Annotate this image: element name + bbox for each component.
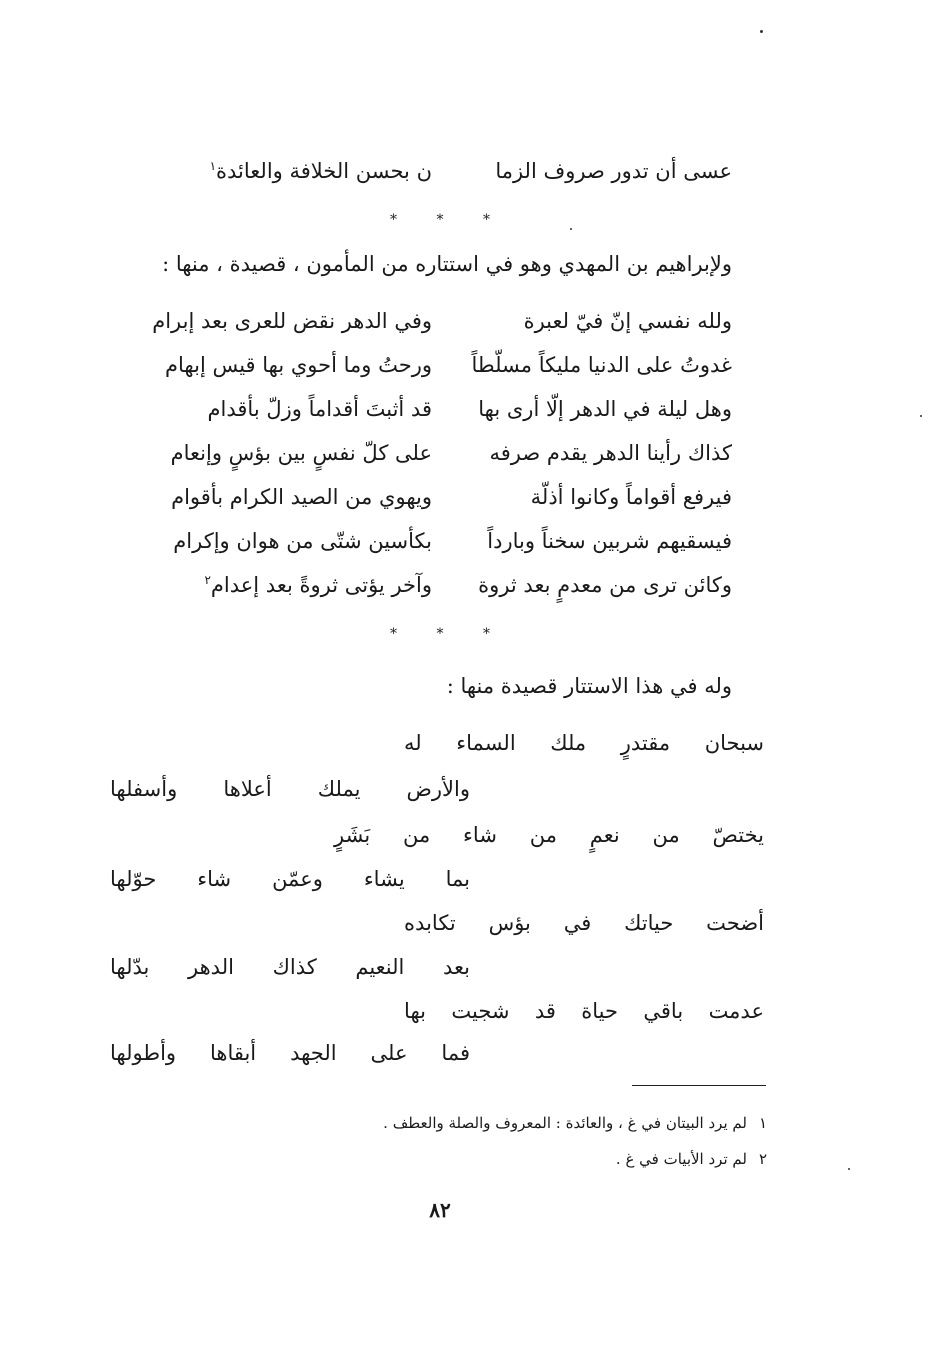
footnote-text: لم يرد البيتان في غ ، والعائدة : المعروف والصلة والعطف .: [383, 1114, 747, 1132]
poem1-line6-left: بكأسين شتّى من هوان وإكرام: [173, 529, 432, 553]
footnote-number: ١: [758, 1114, 767, 1132]
footnote-text: لم ترد الأبيات في غ .: [615, 1150, 747, 1168]
poem1-line2-left: ورحتُ وما أحوي بها قيس إبهام: [165, 353, 432, 377]
poem2-line4-right: عدمت باقي حياة قد شجيت بها: [404, 999, 764, 1023]
poem2-line4-left: فما على الجهد أبقاها وأطولها: [110, 1041, 470, 1065]
poem1-line3-right: وهل ليلة في الدهر إلّا أرى بها: [478, 397, 732, 421]
intro-paragraph-1: ولإبراهيم بن المهدي وهو في استتاره من المأمون ، قصيدة ، منها :: [162, 252, 732, 276]
page-number: ٨٢: [429, 1198, 451, 1222]
poem2-line1-left: والأرض يملك أعلاها وأسفلها: [110, 777, 470, 801]
poem2-line1-right: سبحان مقتدرٍ ملك السماء له: [404, 731, 764, 755]
section-separator: * * *: [390, 212, 490, 228]
poem1-line5-right: فيرفع أقواماً وكانوا أذلّة: [530, 485, 732, 509]
scan-speck: [848, 1168, 850, 1170]
poem1-line2-right: غدوتُ على الدنيا مليكاً مسلّطاً: [471, 353, 732, 377]
poem1-line5-left: ويهوي من الصيد الكرام بأقوام: [171, 485, 432, 509]
scan-speck: [570, 228, 572, 230]
poem1-line4-right: كذاك رأينا الدهر يقدم صرفه: [489, 441, 732, 465]
footnote-divider: [632, 1085, 766, 1086]
poem1-line3-left: قد أثبتَ أقداماً وزلّ بأقدام: [207, 397, 432, 421]
poem2-line3-right: أضحت حياتك في بؤس تكابده: [404, 911, 764, 935]
poem2-line2-left: بما يشاء وعمّن شاء حوّلها: [110, 867, 470, 891]
footnote-number: ٢: [758, 1150, 767, 1168]
poem1-line4-left: على كلّ نفسٍ بين بؤسٍ وإنعام: [170, 441, 432, 465]
footnote-ref-1: ١: [209, 159, 217, 173]
opening-verse-left: ن بحسن الخلافة والعائدة$^١$: [209, 159, 432, 183]
intro-paragraph-2: وله في هذا الاستتار قصيدة منها :: [446, 674, 732, 698]
scan-speck: [760, 30, 763, 33]
section-separator: * * *: [390, 626, 490, 642]
footnote-ref-2: ٢: [204, 573, 211, 587]
poem1-line7-left: وآخر يؤتى ثروةً بعد إعدام$^٢$: [204, 573, 432, 597]
poem2-line2-right: يختصّ من نعمٍ من شاء من بَشَرٍ: [334, 823, 764, 847]
scan-speck: [920, 415, 922, 417]
poem1-line6-right: فيسقيهم شربين سخناً وبارداً: [487, 529, 732, 553]
poem1-line1-left: وفي الدهر نقض للعرى بعد إبرام: [152, 309, 432, 333]
poem1-line7-right: وكائن ترى من معدمٍ بعد ثروة: [478, 573, 732, 597]
poem1-line1-right: ولله نفسي إنّ فيّ لعبرة: [523, 309, 732, 333]
poem2-line3-left: بعد النعيم كذاك الدهر بدّلها: [110, 955, 470, 979]
footnote-1: [383, 1114, 767, 1132]
footnote-2: [616, 1150, 767, 1168]
opening-verse-right: عسى أن تدور صروف الزما: [495, 159, 732, 183]
